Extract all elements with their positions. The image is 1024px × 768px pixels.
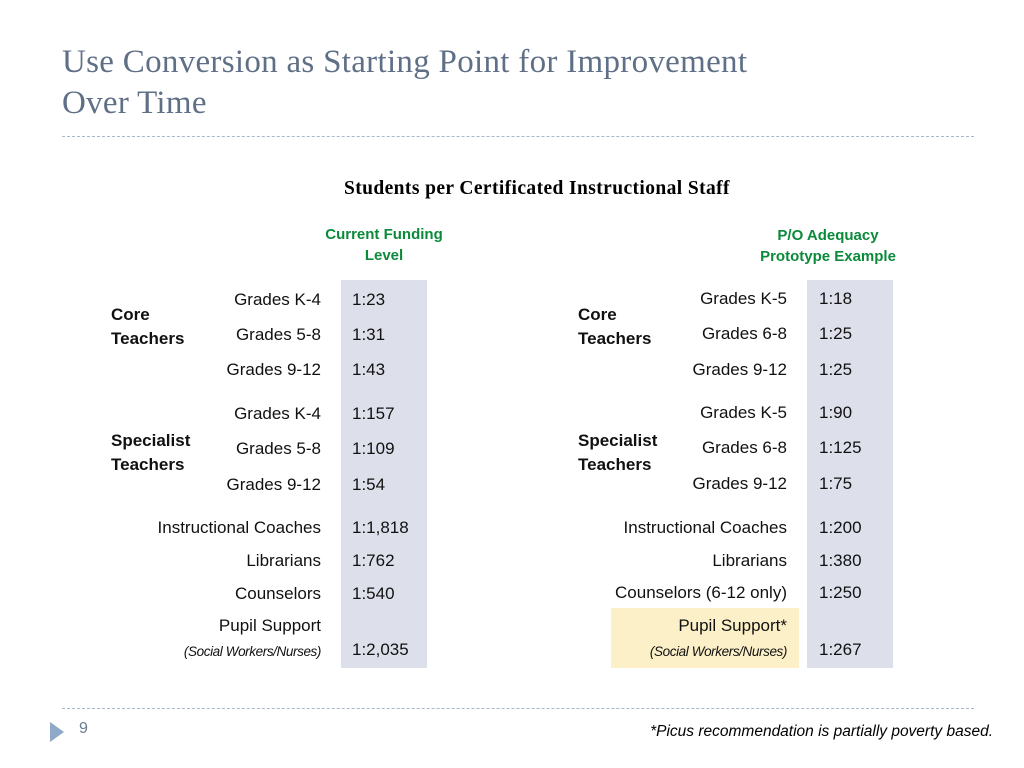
table-row-value: 1:157 bbox=[352, 404, 395, 423]
table-row-value: 1:250 bbox=[819, 583, 862, 602]
group-label-line: Teachers bbox=[578, 329, 652, 348]
table-title: Students per Certificated Instructional Staff bbox=[344, 178, 730, 199]
table-row-label: Grades 9-12 bbox=[226, 360, 321, 379]
table-row-value: 1:125 bbox=[819, 438, 862, 457]
table-row-value: 1:75 bbox=[819, 474, 853, 493]
table-row-label: Grades 5-8 bbox=[235, 325, 321, 344]
page-number: 9 bbox=[79, 720, 88, 737]
table-row-label: Pupil Support bbox=[218, 616, 321, 635]
table-row-value: 1:762 bbox=[352, 551, 395, 570]
group-label-line: Specialist bbox=[111, 431, 191, 450]
slide-title-line-2: Over Time bbox=[62, 85, 207, 121]
table-row-label: Grades K-5 bbox=[700, 403, 787, 422]
left-specialist-teachers-group bbox=[111, 429, 190, 477]
table-row-value: 1:31 bbox=[352, 325, 386, 344]
table-row-label: Instructional Coaches bbox=[623, 518, 787, 537]
table-row-label: Grades 6-8 bbox=[701, 438, 787, 457]
table-row-label: Grades K-4 bbox=[234, 404, 321, 423]
table-row-sublabel: (Social Workers/Nurses) bbox=[183, 644, 321, 659]
table-row-label: Librarians bbox=[712, 551, 787, 570]
table-row-value: 1:25 bbox=[819, 360, 853, 379]
group-label-line: Core bbox=[578, 305, 617, 324]
footnote: *Picus recommendation is partially poverty based. bbox=[650, 723, 993, 740]
table-row-value: 1:540 bbox=[352, 584, 395, 603]
slide-title-line-1: Use Conversion as Starting Point for Improvement bbox=[62, 44, 748, 80]
table-row-value: 1:18 bbox=[819, 289, 853, 308]
right-header-line-2: Prototype Example bbox=[760, 248, 896, 265]
title-divider bbox=[62, 136, 974, 137]
table-row-value: 1:200 bbox=[819, 518, 862, 537]
group-label-line: Teachers bbox=[111, 329, 185, 348]
table-row-label: Pupil Support* bbox=[678, 616, 787, 635]
table-row-label: Grades K-4 bbox=[234, 290, 321, 309]
right-column-header bbox=[737, 225, 919, 267]
left-column-header bbox=[298, 224, 470, 266]
table-row-label: Counselors bbox=[235, 584, 321, 603]
group-label-line: Teachers bbox=[578, 455, 652, 474]
left-header-line-2: Level bbox=[364, 247, 404, 264]
table-row-label: Grades 9-12 bbox=[226, 475, 321, 494]
footer-divider bbox=[62, 708, 974, 709]
table-row-label: Grades 5-8 bbox=[235, 439, 321, 458]
right-specialist-teachers-group bbox=[578, 429, 657, 477]
left-core-teachers-group bbox=[111, 303, 184, 351]
table-row-value: 1:23 bbox=[352, 290, 386, 309]
table-row-value: 1:90 bbox=[819, 403, 853, 422]
triangle-right-icon bbox=[50, 722, 64, 742]
table-row-value: 1:43 bbox=[352, 360, 386, 379]
table-row-label: Instructional Coaches bbox=[157, 518, 321, 537]
table-row-value: 1:109 bbox=[352, 439, 395, 458]
group-label-line: Specialist bbox=[578, 431, 658, 450]
slide-title bbox=[62, 42, 962, 124]
table-row-value: 1:380 bbox=[819, 551, 862, 570]
table-row-label: Grades 9-12 bbox=[692, 360, 787, 379]
right-core-teachers-group bbox=[578, 303, 651, 351]
table-row-label: Librarians bbox=[246, 551, 321, 570]
table-row-value: 1:267 bbox=[819, 640, 862, 659]
left-header-line-1: Current Funding bbox=[325, 226, 443, 243]
table-row-label: Counselors (6-12 only) bbox=[615, 583, 787, 602]
group-label-line: Teachers bbox=[111, 455, 185, 474]
table-row-label: Grades K-5 bbox=[700, 289, 787, 308]
table-row-value: 1:1,818 bbox=[352, 518, 409, 537]
group-label-line: Core bbox=[111, 305, 150, 324]
table-row-value: 1:25 bbox=[819, 324, 853, 343]
table-row-value: 1:2,035 bbox=[352, 640, 409, 659]
table-row-value: 1:54 bbox=[352, 475, 386, 494]
table-row-label: Grades 6-8 bbox=[701, 324, 787, 343]
table-row-label: Grades 9-12 bbox=[692, 474, 787, 493]
table-row-sublabel: (Social Workers/Nurses) bbox=[649, 644, 787, 659]
right-header-line-1: P/O Adequacy bbox=[777, 227, 879, 244]
